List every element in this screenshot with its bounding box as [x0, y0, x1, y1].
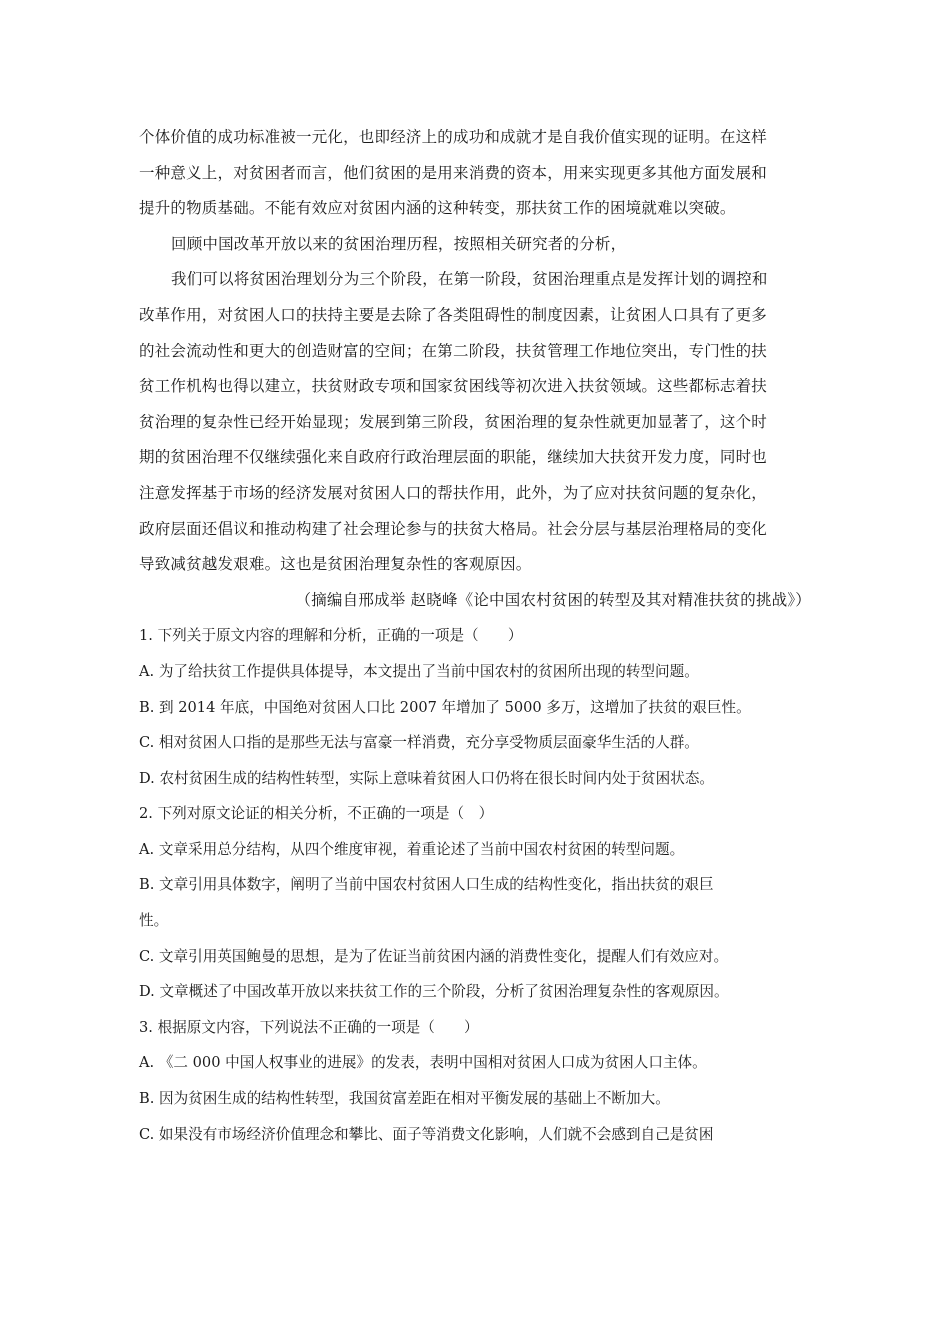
text-line: 个体价值的成功标准被一元化，也即经济上的成功和成就才是自我价值实现的证明。在这样	[139, 128, 768, 146]
question-2	[139, 796, 811, 1010]
text-line: 政府层面还倡议和推动构建了社会理论参与的扶贫大格局。社会分层与基层治理格局的变化	[139, 519, 768, 538]
option-a: A. 《二 000 中国人权事业的进展》的发表，表明中国相对贫困人口成为贫困人口主体。	[139, 1054, 707, 1072]
text-line: 提升的物质基础。不能有效应对贫困内涵的这种转变，那扶贫工作的困境就难以突破。	[139, 199, 736, 218]
question-stem: 3. 根据原文内容，下列说法不正确的一项是（ ）	[139, 1018, 479, 1036]
option-c: C. 文章引用英国鲍曼的思想，是为了佐证当前贫困内涵的消费性变化，提醒人们有效应对。	[139, 947, 729, 965]
text-line: 改革作用，对贫困人口的扶持主要是去除了各类阻碍性的制度因素，让贫困人口具有了更多	[139, 305, 768, 324]
option-a: A. 文章采用总分结构，从四个维度审视，着重论述了当前中国农村贫困的转型问题。	[139, 840, 685, 858]
question-stem: 1. 下列关于原文内容的理解和分析，正确的一项是（ ）	[139, 627, 523, 645]
source-citation: （摘编自邢成举 赵晓峰《论中国农村贫困的转型及其对精准扶贫的挑战》）	[295, 590, 811, 609]
option-c: C. 相对贫困人口指的是那些无法与富豪一样消费，充分享受物质层面豪华生活的人群。	[139, 734, 699, 752]
paragraph-3	[139, 262, 811, 582]
text-line: 贫治理的复杂性已经开始显现；发展到第三阶段，贫困治理的复杂性就更加显著了，这个时	[139, 412, 768, 431]
option-a: A. 为了给扶贫工作提供具体提导，本文提出了当前中国农村的贫困所出现的转型问题。	[139, 662, 699, 680]
option-c: C. 如果没有市场经济价值理念和攀比、面子等消费文化影响，人们就不会感到自己是贫困	[139, 1125, 714, 1143]
document-content	[139, 120, 811, 1152]
option-b: B. 因为贫困生成的结构性转型，我国贫富差距在相对平衡发展的基础上不断加大。	[139, 1090, 670, 1108]
text-line: 贫工作机构也得以建立，扶贫财政专项和国家贫困线等初次进入扶贫领域。这些都标志着扶	[139, 377, 768, 396]
text-line: 注意发挥基于市场的经济发展对贫困人口的帮扶作用，此外，为了应对扶贫问题的复杂化，	[139, 483, 768, 502]
text-line: 导致减贫越发艰难。这也是贫困治理复杂性的客观原因。	[139, 555, 532, 574]
paragraph-2: 回顾中国改革开放以来的贫困治理历程，按照相关研究者的分析，	[171, 234, 627, 253]
text-line: 的社会流动性和更大的创造财富的空间；在第二阶段，扶贫管理工作地位突出，专门性的扶	[139, 341, 768, 360]
text-line: 我们可以将贫困治理划分为三个阶段，在第一阶段，贫困治理重点是发挥计划的调控和	[171, 270, 768, 289]
option-d: D. 农村贫困生成的结构性转型，实际上意味着贫困人口仍将在很长时间内处于贫困状态。	[139, 769, 715, 787]
question-1	[139, 618, 811, 796]
question-stem: 2. 下列对原文论证的相关分析，不正确的一项是（ ）	[139, 805, 494, 823]
text-line: 一种意义上，对贫困者而言，他们贫困的是用来消费的资本，用来实现更多其他方面发展和	[139, 163, 768, 182]
option-b: B. 文章引用具体数字，阐明了当前中国农村贫困人口生成的结构性变化，指出扶贫的艰巨	[139, 876, 714, 894]
option-d: D. 文章概述了中国改革开放以来扶贫工作的三个阶段，分析了贫困治理复杂性的客观原因。	[139, 983, 729, 1001]
paragraph-1	[139, 120, 811, 227]
option-b-continued: 性。	[139, 912, 169, 930]
option-b: B. 到 2014 年底，中国绝对贫困人口比 2007 年增加了 5000 多万，这增加了扶贫的艰巨性。	[139, 698, 751, 716]
question-3	[139, 1010, 811, 1152]
text-line: 期的贫困治理不仅继续强化来自政府行政治理层面的职能，继续加大扶贫开发力度，同时也	[139, 448, 768, 467]
